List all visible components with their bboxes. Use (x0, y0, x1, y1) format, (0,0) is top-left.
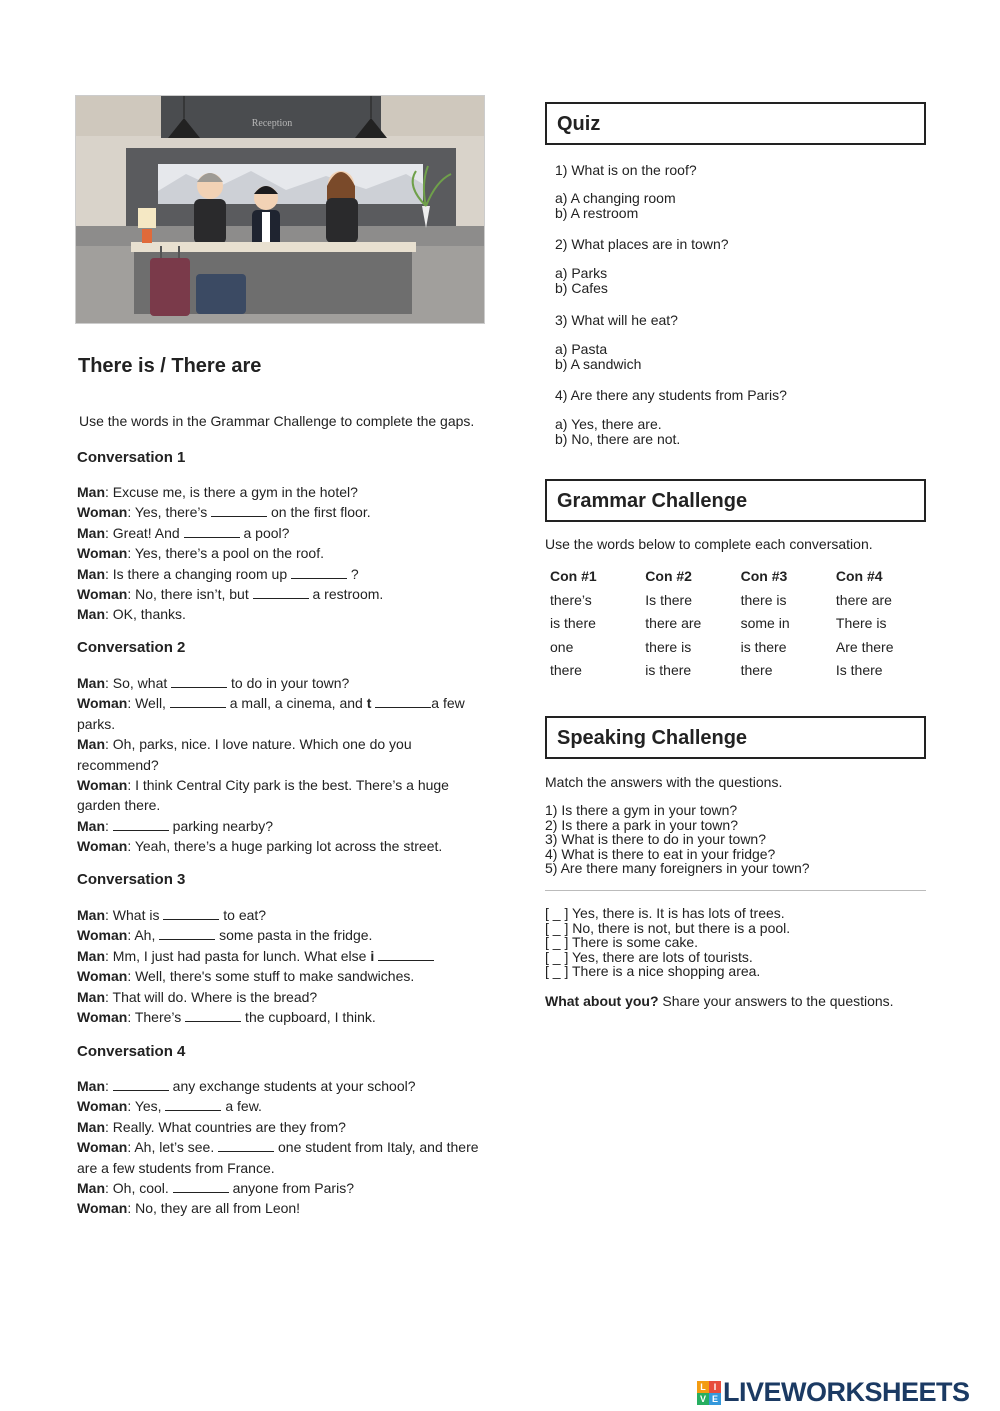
word-cell: there is (645, 638, 692, 655)
dialogue-text: : No, they are all from Leon! (127, 1200, 301, 1217)
dialogue-text: : Oh, parks, nice. I love nature. Which one do you recommend? (77, 736, 412, 773)
liveworksheets-logo (697, 1377, 970, 1408)
dialogue-line (77, 693, 482, 734)
dialogue-line (77, 604, 482, 624)
speaker-name: Woman (77, 777, 128, 794)
speaking-questions (545, 803, 810, 876)
dialogue-line (77, 564, 482, 584)
speaking-instruction: Match the answers with the questions. (545, 774, 783, 790)
quiz-heading: Quiz (557, 113, 601, 135)
speaker-name: Man (77, 947, 105, 964)
grammar-heading: Grammar Challenge (557, 490, 748, 512)
conversation-body (77, 673, 482, 857)
dialogue-text: parking nearby? (168, 817, 274, 834)
dialogue-text: : Well, there's some stuff to make sandwiches. (127, 968, 415, 985)
speaking-question: 3) What is there to do in your town? (545, 831, 766, 848)
main-instruction: Use the words in the Grammar Challenge to complete the gaps. (79, 413, 475, 429)
speaker-name: Man (77, 736, 105, 753)
column-header: Con #4 (835, 568, 883, 584)
speaker-name: Woman (77, 504, 128, 521)
quiz-option-b: b) No, there are not. (555, 430, 681, 447)
dialogue-text: : Yeah, there’s a huge parking lot across the street. (127, 838, 443, 855)
blank-gap[interactable] (291, 566, 347, 579)
column-header: Con #2 (645, 568, 692, 584)
dialogue-text: : (105, 817, 113, 834)
conversation-heading: Conversation 2 (77, 639, 186, 656)
blank-gap[interactable] (185, 1009, 241, 1022)
blank-gap[interactable] (170, 695, 226, 708)
speaker-name: Woman (77, 927, 128, 944)
dialogue-line (77, 836, 482, 856)
speaker-name: Woman (77, 586, 128, 603)
dialogue-text: a mall, a cinema, and (225, 695, 367, 712)
dialogue-line (77, 523, 482, 543)
quiz-option-b: b) A sandwich (555, 355, 642, 372)
dialogue-line (77, 987, 482, 1007)
speaking-answer[interactable]: [ _ ] There is a nice shopping area. (545, 963, 761, 980)
speaker-name: Man (77, 1118, 105, 1135)
speaker-name: Man (77, 675, 105, 691)
grammar-heading-box (545, 479, 926, 522)
word-cell: Is there (645, 591, 692, 608)
word-cell: there (740, 662, 773, 678)
blank-gap[interactable] (211, 504, 267, 517)
blank-gap[interactable] (375, 695, 431, 708)
speaker-name: Man (77, 1078, 105, 1094)
dialogue-text: : Is there a changing room up (105, 565, 291, 582)
speaking-answer[interactable]: [ _ ] Yes, there are lots of tourists. (545, 948, 753, 965)
quiz-options (555, 342, 641, 371)
page-title: There is / There are (78, 355, 262, 377)
dialogue-line (77, 1007, 482, 1027)
quiz-option-a: a) A changing room (555, 190, 676, 206)
blank-gap[interactable] (113, 1078, 169, 1091)
dialogue-text: ? (347, 565, 359, 582)
conversation-heading: Conversation 3 (77, 871, 186, 888)
dialogue-line (77, 502, 482, 522)
logo-mark-e: E (709, 1393, 721, 1405)
speaking-answers (545, 906, 790, 979)
dialogue-text: : Great! And (105, 524, 184, 541)
dialogue-line (77, 1076, 482, 1096)
word-cell: some in (740, 615, 790, 631)
logo-mark-v: V (697, 1393, 709, 1405)
speaker-name: Woman (77, 545, 128, 562)
dialogue-line (77, 1178, 482, 1198)
dialogue-text: : Excuse me, is there a gym in the hotel? (105, 484, 358, 500)
dialogue-text: on the first floor. (267, 504, 371, 521)
word-cell: there (550, 662, 582, 678)
speaker-name: Man (77, 565, 105, 582)
blank-gap[interactable] (113, 818, 169, 831)
speaking-footer-text: Share your answers to the questions. (658, 993, 894, 1009)
word-column (836, 568, 931, 686)
reception-scene-image (76, 96, 485, 324)
blank-gap[interactable] (184, 525, 240, 538)
speaker-name: Man (77, 907, 105, 923)
quiz-heading-box (545, 102, 926, 145)
speaking-answer[interactable]: [ _ ] Yes, there is. It is has lots of trees. (545, 905, 785, 921)
word-column (741, 568, 836, 686)
logo-mark-l: L (697, 1381, 709, 1393)
dialogue-text: : Yes, there’s (127, 504, 212, 521)
speaker-name: Woman (77, 695, 128, 712)
dialogue-text: some pasta in the fridge. (215, 927, 373, 944)
speaker-name: Man (77, 606, 105, 623)
speaking-answer[interactable]: [ _ ] There is some cake. (545, 934, 699, 951)
blank-gap[interactable] (159, 927, 215, 940)
blank-gap[interactable] (378, 948, 434, 961)
logo-text: LIVEWORKSHEETS (723, 1377, 970, 1407)
dialogue-text: : So, what (105, 675, 172, 691)
dialogue-line (77, 482, 482, 502)
dialogue-line (77, 1137, 482, 1178)
grammar-instruction: Use the words below to complete each conversation. (545, 536, 873, 552)
speaking-footer (545, 993, 894, 1009)
blank-gap[interactable] (171, 675, 227, 688)
dialogue-line (77, 1096, 482, 1116)
quiz-question: 1) What is on the roof? (555, 162, 697, 178)
word-cell: one (550, 638, 574, 655)
word-column (550, 568, 645, 686)
word-column (645, 568, 740, 686)
blank-gap[interactable] (218, 1139, 274, 1152)
speaking-question: 5) Are there many foreigners in your town? (545, 860, 810, 877)
reception-sign: Reception (251, 118, 293, 129)
blank-gap[interactable] (163, 907, 219, 920)
word-cell: Is there (835, 662, 883, 678)
divider (545, 890, 926, 891)
word-cell: is there (740, 638, 787, 655)
speaker-name: Man (77, 988, 105, 1005)
dialogue-line (77, 584, 482, 604)
word-cell: there’s (550, 591, 592, 608)
speaker-name: Woman (77, 838, 128, 855)
dialogue-text: to eat? (219, 907, 267, 923)
bold-letter: i (370, 947, 375, 964)
blank-gap[interactable] (253, 586, 309, 599)
word-cell: there are (835, 591, 892, 608)
speaking-heading-box (545, 716, 926, 759)
quiz-question: 2) What places are in town? (555, 236, 729, 252)
dialogue-text: : Ah, let’s see. (127, 1139, 219, 1156)
dialogue-text: : What is (105, 907, 164, 923)
speaker-name: Woman (77, 1200, 128, 1217)
speaker-name: Woman (77, 1009, 128, 1026)
speaker-name: Woman (77, 1139, 128, 1156)
word-cell: is there (550, 615, 596, 631)
speaker-name: Man (77, 1180, 105, 1197)
quiz-option-a: a) Parks (555, 265, 608, 281)
dialogue-line (77, 905, 482, 925)
speaker-name: Woman (77, 968, 128, 985)
quiz-options (555, 266, 608, 295)
quiz-option-b: b) Cafes (555, 279, 608, 296)
dialogue-line (77, 925, 482, 945)
word-cell: is there (645, 662, 692, 678)
dialogue-text: a restroom. (308, 586, 384, 603)
quiz-option-a: a) Yes, there are. (555, 416, 662, 432)
dialogue-text: : Oh, cool. (105, 1180, 173, 1197)
dialogue-text: : Ah, (127, 927, 160, 944)
dialogue-text: : Well, (127, 695, 170, 712)
dialogue-line (77, 775, 482, 816)
conversation-body (77, 1076, 482, 1219)
dialogue-text: to do in your town? (227, 675, 350, 691)
dialogue-text: a few parks. (77, 695, 465, 732)
column-header: Con #1 (550, 568, 597, 584)
speaker-name: Man (77, 484, 105, 500)
dialogue-text: : There’s (127, 1009, 186, 1026)
dialogue-text: : Yes, there’s a pool on the roof. (127, 545, 324, 562)
dialogue-text: one student from Italy, and there are a few students from France. (77, 1139, 479, 1176)
blank-gap[interactable] (173, 1180, 229, 1193)
bold-letter: t (366, 695, 372, 712)
logo-mark-icon (697, 1381, 721, 1405)
blank-gap[interactable] (165, 1098, 221, 1111)
dialogue-text: : (105, 1078, 113, 1094)
dialogue-text: a few. (221, 1098, 262, 1115)
dialogue-text: : No, there isn’t, but (127, 586, 253, 603)
quiz-options (555, 417, 680, 446)
dialogue-text: a pool? (239, 524, 290, 541)
dialogue-text: : Really. What countries are they from? (105, 1118, 346, 1135)
dialogue-text: : I think Central City park is the best. There’s a huge garden there. (77, 777, 449, 814)
quiz-options (555, 191, 676, 220)
dialogue-text: : OK, thanks. (105, 606, 186, 623)
speaker-name: Man (77, 524, 105, 541)
speaking-question: 4) What is there to eat in your fridge? (545, 845, 776, 862)
word-cell: there is (740, 591, 787, 608)
dialogue-text: the cupboard, I think. (241, 1009, 376, 1026)
conversation-body (77, 482, 482, 625)
dialogue-line (77, 1198, 482, 1218)
speaking-heading: Speaking Challenge (557, 727, 748, 749)
conversation-heading: Conversation 1 (77, 449, 186, 466)
speaker-name: Man (77, 817, 105, 834)
reception-illustration (75, 95, 485, 324)
quiz-question: 4) Are there any students from Paris? (555, 387, 787, 403)
dialogue-line (77, 734, 482, 775)
quiz-option-b: b) A restroom (555, 204, 639, 221)
dialogue-line (77, 673, 482, 693)
speaking-footer-bold: What about you? (545, 993, 659, 1009)
speaking-question: 1) Is there a gym in your town? (545, 802, 738, 818)
dialogue-text: : Mm, I just had pasta for lunch. What else (105, 947, 371, 964)
dialogue-line (77, 946, 482, 966)
dialogue-line (77, 816, 482, 836)
dialogue-text: anyone from Paris? (228, 1180, 354, 1197)
quiz-question: 3) What will he eat? (555, 312, 678, 328)
word-cell: Are there (835, 638, 894, 655)
speaking-question: 2) Is there a park in your town? (545, 816, 738, 833)
logo-mark-i: I (709, 1381, 721, 1393)
dialogue-text: : Yes, (127, 1098, 166, 1115)
conversation-body (77, 905, 482, 1027)
speaking-answer[interactable]: [ _ ] No, there is not, but there is a pool. (545, 919, 791, 936)
word-cell: There is (835, 615, 887, 631)
conversation-heading: Conversation 4 (77, 1043, 186, 1060)
column-header: Con #3 (740, 568, 788, 584)
dialogue-line (77, 543, 482, 563)
word-cell: there are (645, 615, 702, 631)
speaker-name: Woman (77, 1098, 128, 1115)
dialogue-text: any exchange students at your school? (168, 1078, 416, 1094)
quiz-option-a: a) Pasta (555, 341, 608, 357)
dialogue-line (77, 1117, 482, 1137)
dialogue-text: : That will do. Where is the bread? (105, 988, 318, 1005)
dialogue-line (77, 966, 482, 986)
